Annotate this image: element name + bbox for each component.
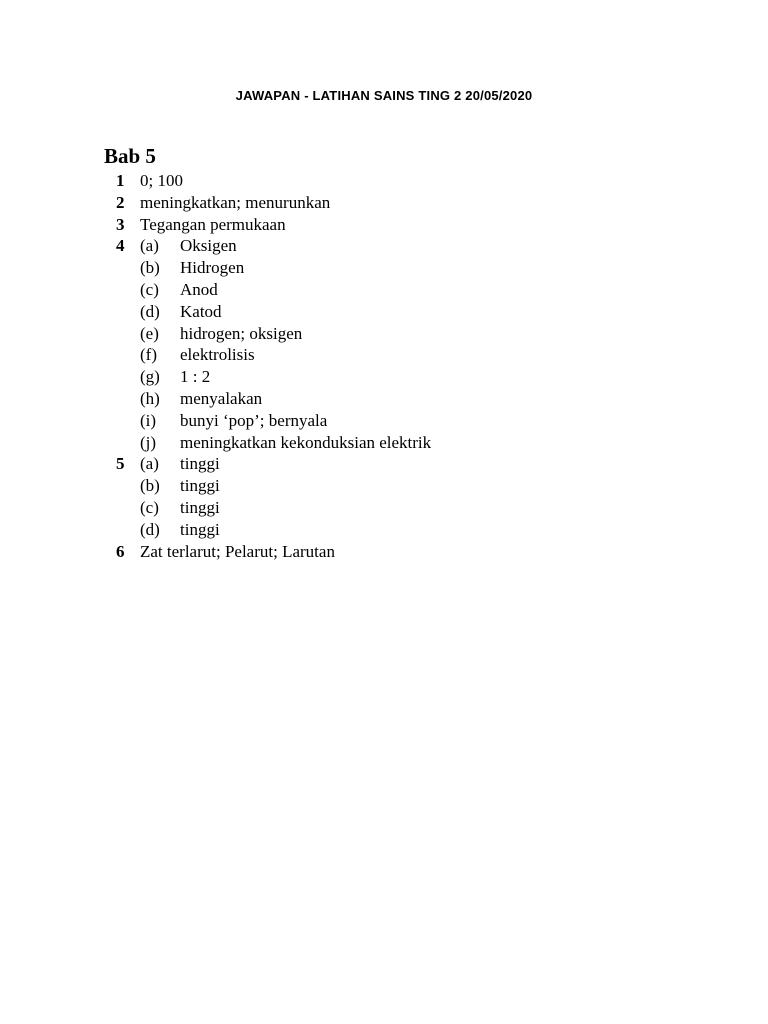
answer-text: Oksigen: [180, 236, 237, 256]
answer-row: [116, 192, 431, 214]
question-number: [116, 432, 140, 454]
answer-row: [116, 541, 431, 563]
answer-row: [116, 323, 431, 345]
answer-row: [116, 235, 431, 257]
sub-question-label: (f): [140, 345, 157, 365]
sub-question-label: (d): [140, 519, 160, 539]
sub-question-label: (c): [140, 279, 159, 299]
question-number: [116, 497, 140, 519]
answer-row: [116, 475, 431, 497]
answer-row: [116, 214, 431, 236]
answer-text: meningkatkan kekonduksian elektrik: [180, 432, 432, 452]
question-number: [116, 388, 140, 410]
answer-row: [116, 170, 431, 192]
answer-row: [116, 410, 431, 432]
sub-question-label: (i): [140, 410, 157, 430]
sub-question-label: (b): [140, 476, 160, 496]
answer-text: 1 : 2: [180, 367, 211, 387]
question-number: [116, 279, 140, 301]
question-number: [116, 257, 140, 279]
page-title: JAWAPAN - LATIHAN SAINS TING 2 20/05/2020: [235, 88, 533, 103]
answer-row: [116, 344, 431, 366]
sub-question-label: (b): [140, 258, 160, 278]
question-number: [116, 344, 140, 366]
sub-question-label: (a): [140, 454, 159, 474]
question-number: [116, 301, 140, 323]
sub-question-label: (c): [140, 497, 159, 517]
answer-text: tinggi: [180, 454, 220, 474]
sub-question-label: (e): [140, 323, 159, 343]
sub-question-label: (g): [140, 367, 160, 387]
answer-row: [116, 388, 431, 410]
answer-text: elektrolisis: [180, 345, 255, 365]
question-number: [116, 475, 140, 497]
answer-text: meningkatkan; menurunkan: [140, 192, 331, 212]
answer-row: [116, 301, 431, 323]
answer-list: [116, 170, 431, 562]
question-number: 2: [116, 192, 125, 212]
answer-text: bunyi ‘pop’; bernyala: [180, 410, 328, 430]
question-number: [116, 323, 140, 345]
question-number: 5: [116, 454, 125, 474]
answer-row: [116, 519, 431, 541]
question-number: 1: [116, 171, 125, 190]
answer-text: tinggi: [180, 519, 220, 539]
answer-text: Hidrogen: [180, 258, 245, 278]
answer-text: 0; 100: [140, 171, 183, 190]
answer-text: tinggi: [180, 497, 220, 517]
answer-row: [116, 257, 431, 279]
answer-row: [116, 279, 431, 301]
question-number: [116, 410, 140, 432]
answer-text: tinggi: [180, 476, 220, 496]
answer-text: menyalakan: [180, 388, 263, 408]
question-number: 6: [116, 541, 125, 561]
answer-text: hidrogen; oksigen: [180, 323, 303, 343]
chapter-heading: Bab 5: [104, 144, 156, 168]
question-number: [116, 519, 140, 541]
answer-text: Anod: [180, 279, 218, 299]
answer-text: Katod: [180, 301, 222, 321]
answer-row: [116, 453, 431, 475]
sub-question-label: (j): [140, 432, 157, 452]
answer-row: [116, 497, 431, 519]
sub-question-label: (a): [140, 236, 159, 256]
question-number: 3: [116, 214, 125, 234]
question-number: 4: [116, 236, 125, 256]
answer-text: Zat terlarut; Pelarut; Larutan: [140, 541, 335, 561]
answer-row: [116, 432, 431, 454]
answer-row: [116, 366, 431, 388]
sub-question-label: (d): [140, 301, 160, 321]
answer-text: Tegangan permukaan: [140, 214, 286, 234]
sub-question-label: (h): [140, 388, 160, 408]
question-number: [116, 366, 140, 388]
